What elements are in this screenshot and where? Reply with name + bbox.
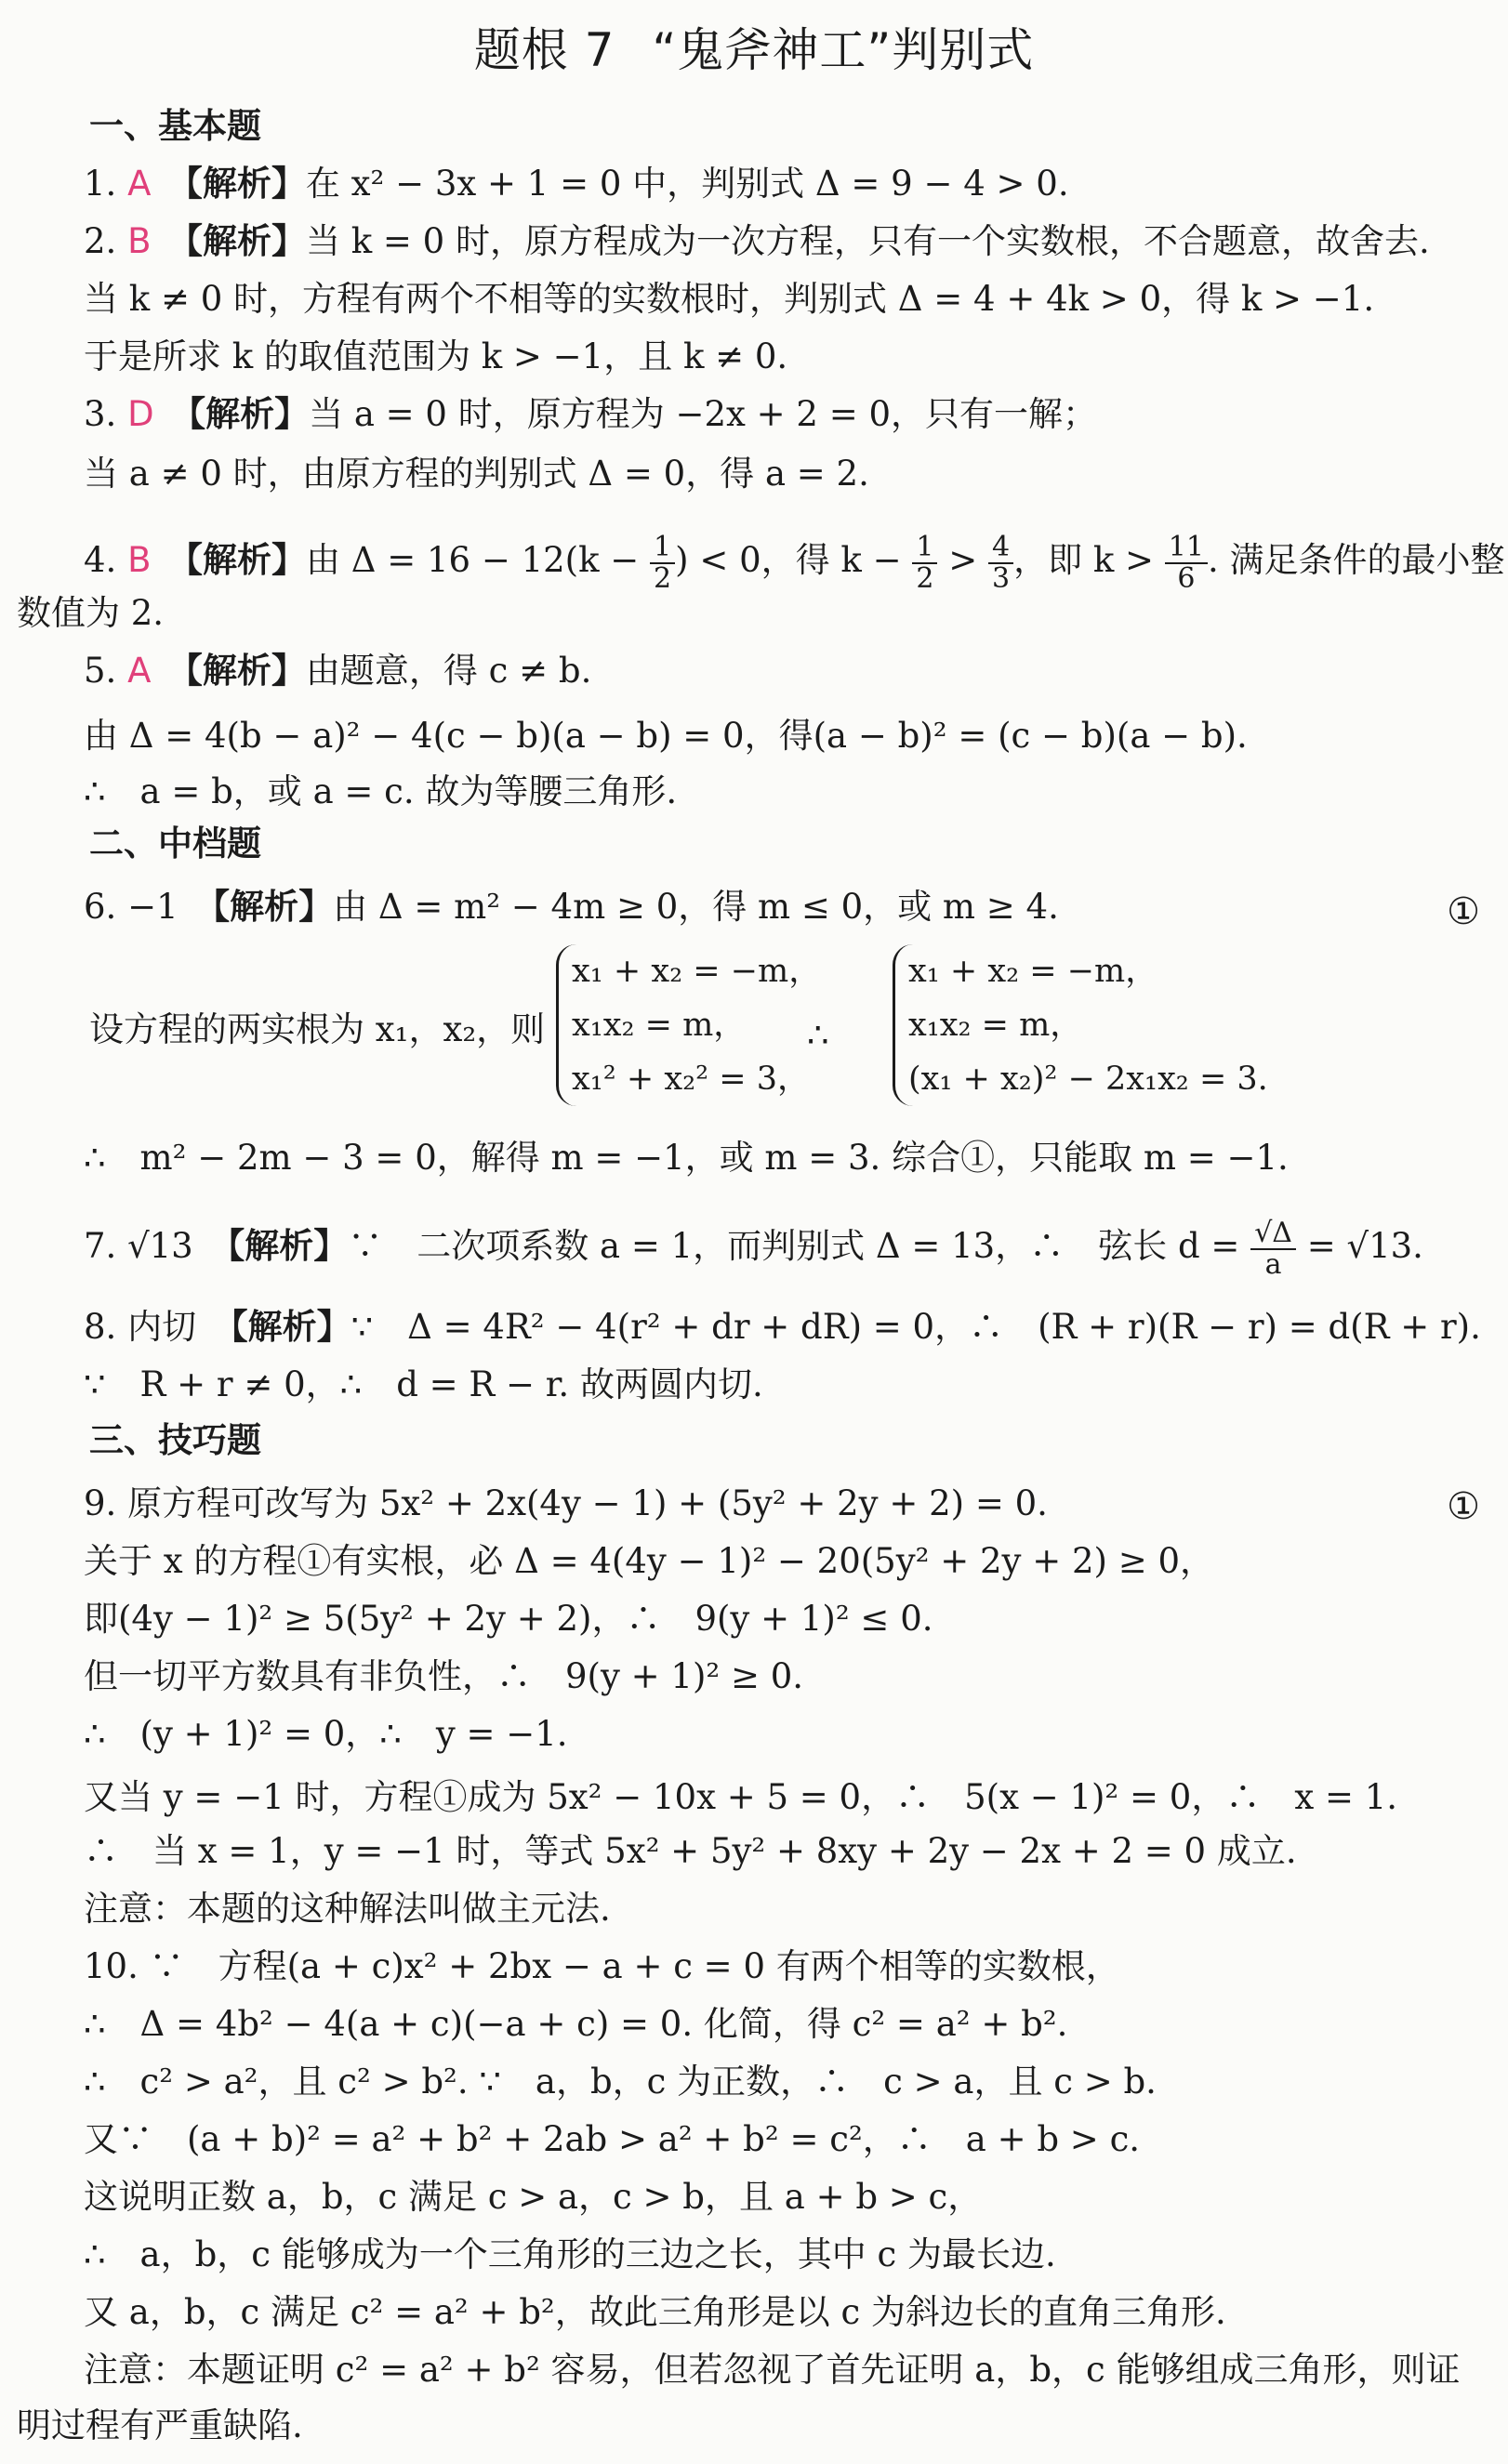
problem-10-line-5: 这说明正数 a，b，c 满足 c > a，c > b，且 a + b > c，	[84, 2177, 983, 2217]
analysis-tag: 【解析】	[231, 1307, 351, 1347]
problem-9-line-5: ∴ (y + 1)² = 0，∴ y = −1.	[84, 1714, 568, 1754]
answer-letter: A	[127, 651, 152, 691]
title-text: “鬼斧神工”判别式	[652, 23, 1035, 77]
section-heading-middle: 二、中档题	[89, 824, 261, 863]
problem-10-note: 注意：本题证明 c² = a² + b² 容易，但若忽视了首先证明 a，b，c 能够组成三角形，则证	[84, 2350, 1461, 2390]
analysis-tag: 【解析】	[185, 221, 306, 261]
problem-9-line-6: 又当 y = −1 时，方程①成为 5x² − 10x + 5 = 0，∴ 5(x − 1)² = 0，∴ x = 1.	[84, 1777, 1398, 1817]
analysis-tag: 【解析】	[188, 394, 310, 434]
problem-9-line-7: ∴ 当 x = 1，y = −1 时，等式 5x² + 5y² + 8xy + 2y − 2x + 2 = 0 成立.	[84, 1831, 1297, 1871]
problem-10-line-3: ∴ c² > a²，且 c² > b². ∵ a，b，c 为正数，∴ c > a，且 c > b.	[84, 2062, 1157, 2102]
answer-letter: B	[127, 540, 152, 580]
problem-10-note-line-2: 明过程有严重缺陷.	[17, 2405, 303, 2445]
problem-6: 6. −1 【解析】由 Δ = m² − 4m ≥ 0，得 m ≤ 0，或 m ≥ 4.	[84, 887, 1059, 927]
title-number: 题根 7	[473, 23, 615, 77]
problem-1: 1. A 【解析】在 x² − 3x + 1 = 0 中，判别式 Δ = 9 − 4 > 0.	[84, 164, 1069, 204]
problem-3: 3. D 【解析】当 a = 0 时，原方程为 −2x + 2 = 0，只有一解；	[84, 394, 1098, 434]
section-heading-skill: 三、技巧题	[89, 1420, 261, 1460]
problem-7: 7. √13 【解析】∵ 二次项系数 a = 1，而判别式 Δ = 13，∴ 弦长 d = $\frac{√\Delta}{a}$ = √13.	[84, 1217, 1423, 1281]
problem-10-line-6: ∴ a，b，c 能够成为一个三角形的三边之长，其中 c 为最长边.	[84, 2234, 1056, 2274]
fraction: $\frac{4}{3}$	[988, 533, 1013, 593]
problem-10-line-2: ∴ Δ = 4b² − 4(a + c)(−a + c) = 0. 化简，得 c² = a² + b².	[84, 2004, 1068, 2044]
fraction: $\frac{√\Delta}{a}$	[1250, 1219, 1296, 1279]
problem-8: 8. 内切 【解析】∵ Δ = 4R² − 4(r² + dr + dR) = 0，∴ (R + r)(R − r) = d(R + r).	[84, 1307, 1481, 1347]
problem-4: 4. B 【解析】由 Δ = 16 − 12(k − $\frac{1}{2}$ ) < 0，得 k − $\frac{1}{2}$ > $\frac{4}{3}$ ，即 k > $\frac{11}{6}$ . 满足条件的最小整	[84, 531, 1505, 595]
equation-system-a: x₁ + x₂ = −m， x₁x₂ = m， x₁² + x₂² = 3，	[556, 944, 821, 1106]
problem-3-line-2: 当 a ≠ 0 时，由原方程的判别式 Δ = 0，得 a = 2.	[84, 454, 869, 494]
fraction: $\frac{11}{6}$	[1165, 533, 1208, 593]
problem-5-line-2: 由 Δ = 4(b − a)² − 4(c − b)(a − b) = 0，得(a − b)² = (c − b)(a − b).	[84, 716, 1248, 756]
problem-10: 10. ∵ 方程(a + c)x² + 2bx − a + c = 0 有两个相等的实数根，	[84, 1946, 1120, 1986]
answer-letter: B	[127, 221, 152, 261]
answer-letter: D	[127, 394, 154, 434]
analysis-tag: 【解析】	[185, 164, 306, 204]
analysis-tag: 【解析】	[212, 887, 334, 927]
problem-9: 9. 原方程可改写为 5x² + 2x(4y − 1) + (5y² + 2y + 2) = 0.	[84, 1483, 1048, 1523]
fraction: $\frac{1}{2}$	[912, 533, 937, 593]
answer-letter: A	[127, 164, 152, 204]
problem-4-line-2: 数值为 2.	[17, 593, 165, 633]
problem-9-line-4: 但一切平方数具有非负性，∴ 9(y + 1)² ≥ 0.	[84, 1656, 804, 1696]
page-title	[0, 13, 1508, 80]
problem-9-line-3: 即(4y − 1)² ≥ 5(5y² + 2y + 2)，∴ 9(y + 1)² ≤ 0.	[84, 1599, 933, 1639]
circled-number-1: ①	[1447, 1485, 1480, 1528]
problem-9-note: 注意：本题的这种解法叫做主元法.	[84, 1889, 611, 1929]
problem-2-line-2: 当 k ≠ 0 时，方程有两个不相等的实数根时，判别式 Δ = 4 + 4k > 0，得 k > −1.	[84, 279, 1375, 319]
problem-2: 2. B 【解析】当 k = 0 时，原方程成为一次方程，只有一个实数根，不合题意，故舍去.	[84, 221, 1430, 261]
problem-6-line-3: ∴ m² − 2m − 3 = 0，解得 m = −1，或 m = 3. 综合①，只能取 m = −1.	[84, 1138, 1289, 1178]
problem-6-lead: 设方程的两实根为 x₁，x₂，则	[89, 1009, 546, 1049]
section-heading-basic: 一、基本题	[89, 106, 261, 146]
problem-8-line-2: ∵ R + r ≠ 0，∴ d = R − r. 故两圆内切.	[84, 1364, 763, 1404]
circled-number-1: ①	[1447, 890, 1480, 933]
analysis-tag: 【解析】	[185, 540, 306, 580]
analysis-tag: 【解析】	[227, 1226, 349, 1266]
problem-10-line-4: 又∵ (a + b)² = a² + b² + 2ab > a² + b² = c²，∴ a + b > c.	[84, 2119, 1141, 2159]
fraction: $\frac{1}{2}$	[650, 533, 675, 593]
therefore-symbol: ∴	[807, 1015, 829, 1055]
problem-2-line-3: 于是所求 k 的取值范围为 k > −1，且 k ≠ 0.	[84, 336, 788, 376]
analysis-tag: 【解析】	[185, 651, 306, 691]
equation-system-b: x₁ + x₂ = −m， x₁x₂ = m， (x₁ + x₂)² − 2x₁x₂ = 3.	[893, 944, 1268, 1106]
problem-9-line-2: 关于 x 的方程①有实根，必 Δ = 4(4y − 1)² − 20(5y² + 2y + 2) ≥ 0，	[84, 1541, 1214, 1581]
problem-5: 5. A 【解析】由题意，得 c ≠ b.	[84, 651, 592, 691]
problem-10-line-7: 又 a，b，c 满足 c² = a² + b²，故此三角形是以 c 为斜边长的直角三角形.	[84, 2292, 1226, 2332]
problem-5-line-3: ∴ a = b，或 a = c. 故为等腰三角形.	[84, 771, 678, 811]
